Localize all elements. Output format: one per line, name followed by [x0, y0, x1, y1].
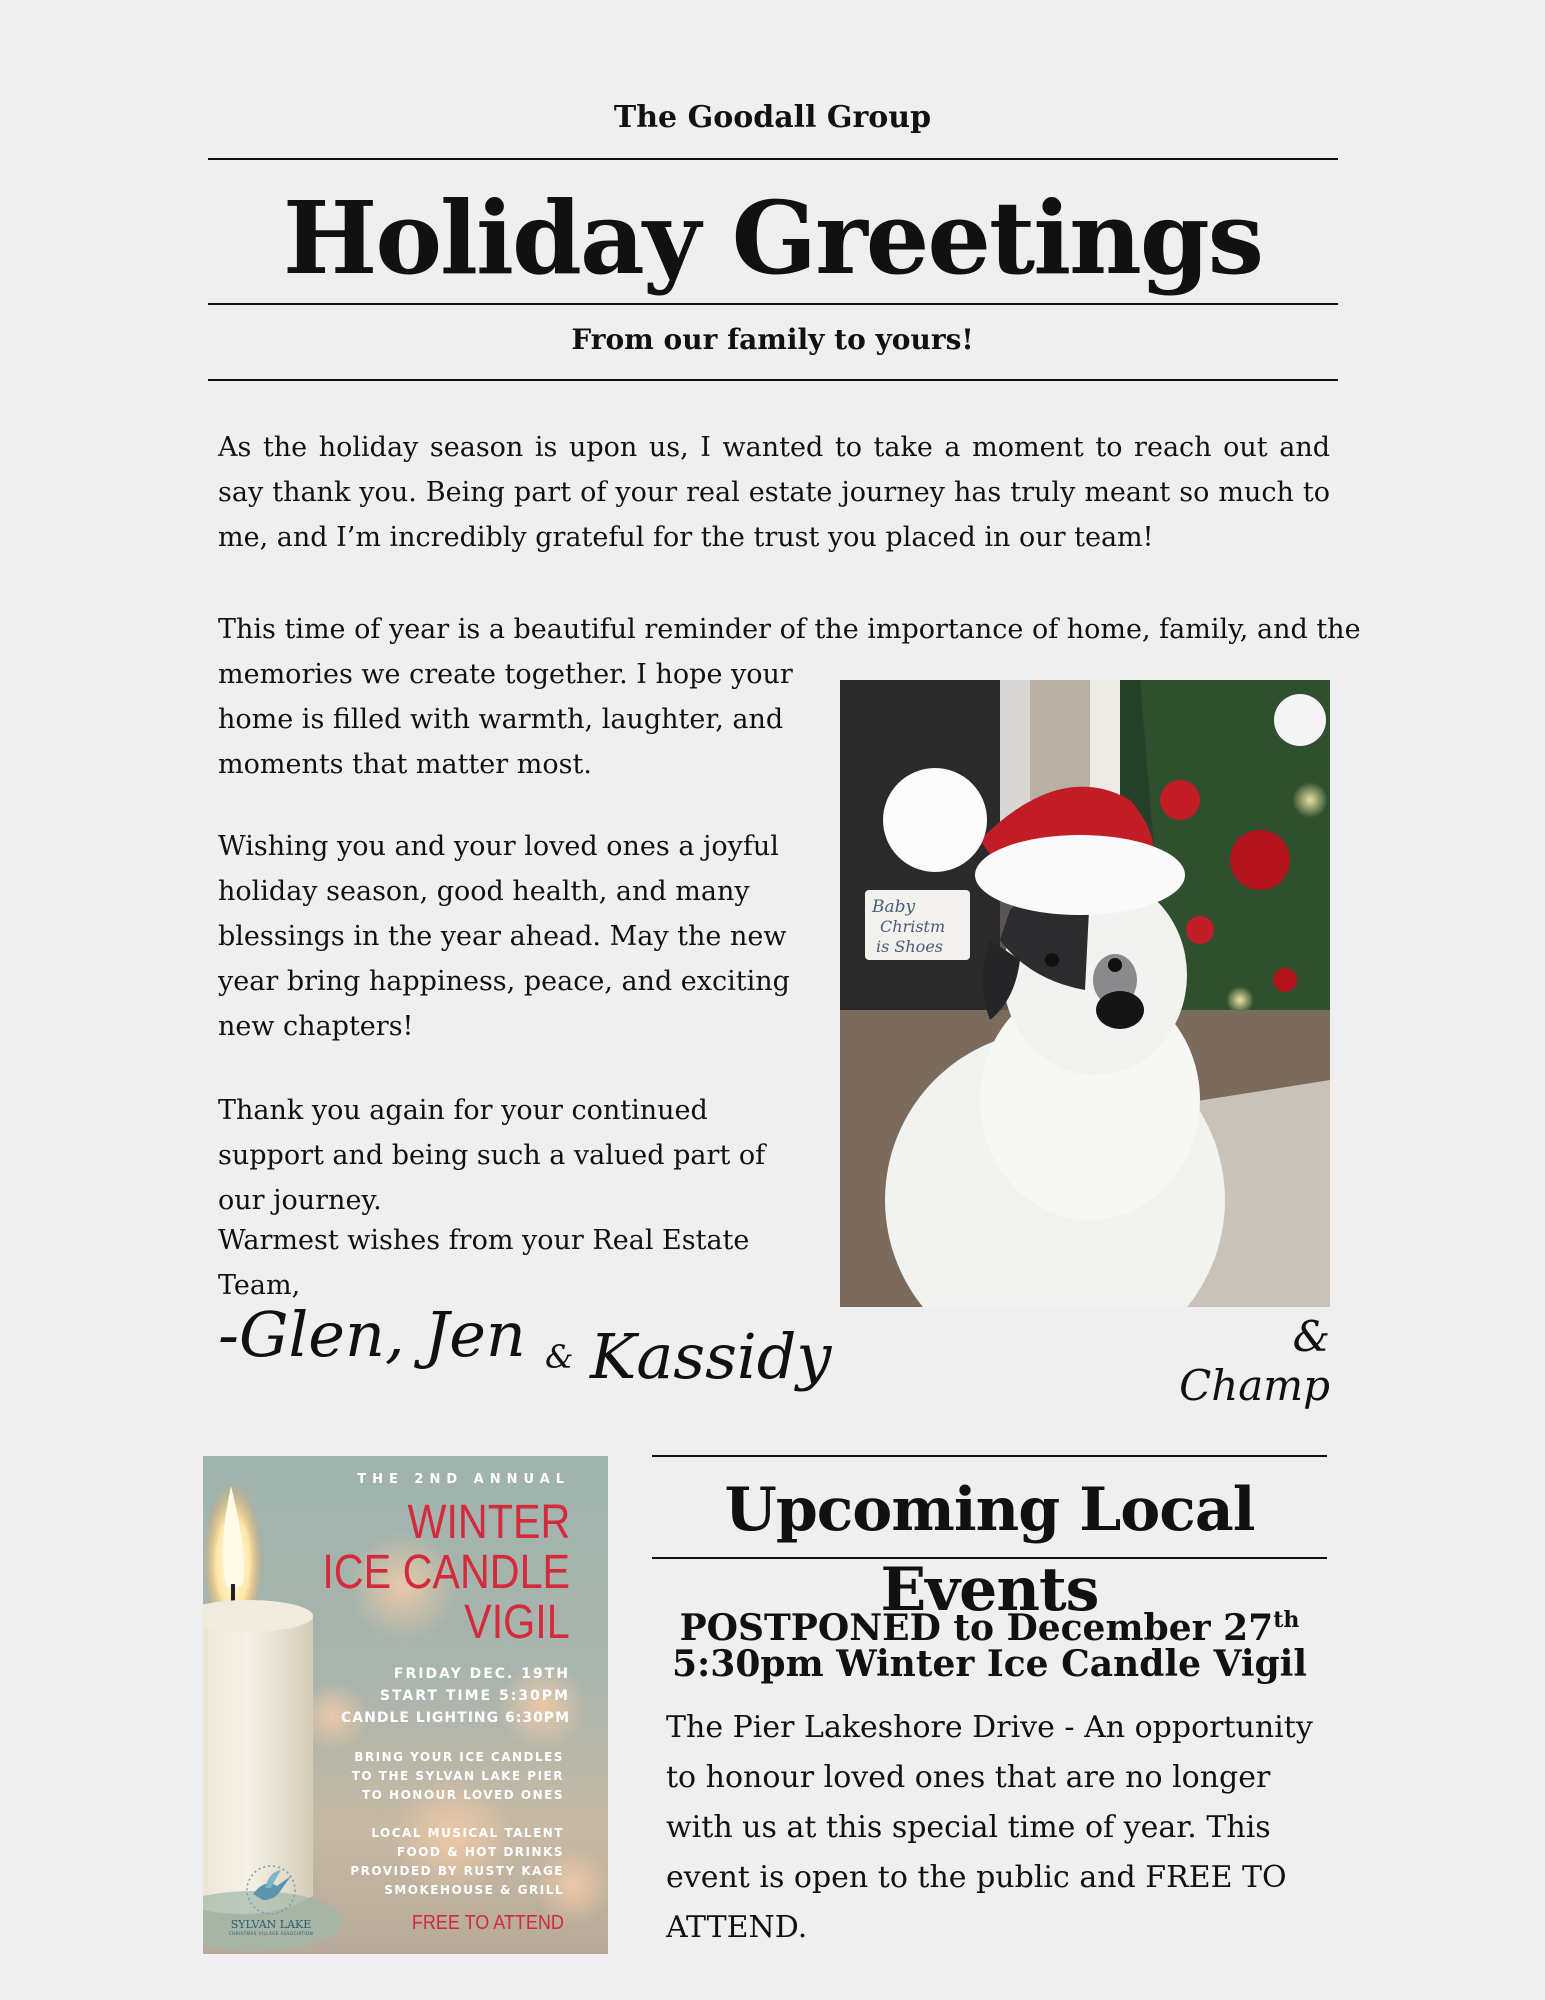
events-bottom-rule — [652, 1557, 1327, 1559]
signature-ampersand: & — [545, 1338, 574, 1376]
poster-local-2: FOOD & HOT DRINKS — [396, 1845, 564, 1859]
signature-champ: & Champ — [1179, 1312, 1330, 1410]
letter-paragraph-1: As the holiday season is upon us, I wanted to take a moment to reach out and say thank you. Being part of your real estate journey has truly meant so much to me, and I’m incredibly grateful for the trust you placed in our team! — [218, 432, 1330, 553]
logo-name: SYLVAN LAKE — [230, 1918, 312, 1931]
sylvan-lake-logo — [221, 1864, 321, 1936]
photo-sign — [865, 890, 970, 960]
poster-free: FREE TO ATTEND — [411, 1912, 564, 1934]
events-top-rule — [652, 1455, 1327, 1457]
photo-sign-line-3: is Shoes — [876, 937, 943, 956]
brand-name: The Goodall Group — [613, 100, 932, 135]
poster-local-1: LOCAL MUSICAL TALENT — [371, 1826, 564, 1840]
winter-candle-vigil-poster — [203, 1456, 608, 1954]
event-description: The Pier Lakeshore Drive - An opportunity to honour loved ones that are no longer with us at this special time of year. This event is open to the public and FREE TO ATTEND. — [666, 1710, 1313, 1945]
subtitle-rule — [208, 379, 1338, 381]
signature-kassidy: Kassidy — [590, 1320, 832, 1393]
poster-title-3: VIGIL — [464, 1596, 570, 1649]
poster-title-1: WINTER — [407, 1496, 570, 1549]
page-title: Holiday Greetings — [282, 179, 1263, 297]
hummingbird-icon — [241, 1864, 301, 1916]
poster-bring-2: TO THE SYLVAN LAKE PIER — [351, 1769, 564, 1783]
title-rule — [208, 303, 1338, 305]
poster-title-2: ICE CANDLE — [322, 1546, 570, 1599]
poster-date: FRIDAY DEC. 19TH — [393, 1666, 570, 1682]
event-time-title: 5:30pm Winter Ice Candle Vigil — [671, 1643, 1308, 1685]
event-date-suffix: th — [1273, 1607, 1300, 1633]
poster-start-time: START TIME 5:30PM — [379, 1688, 570, 1704]
signature-names: -Glen, Jen — [218, 1298, 526, 1371]
poster-lighting-time: CANDLE LIGHTING 6:30PM — [341, 1710, 570, 1726]
poster-kicker: THE 2ND ANNUAL — [357, 1472, 570, 1487]
top-rule — [208, 158, 1338, 160]
photo-sign-line-1: Baby — [872, 897, 916, 917]
page-subtitle: From our family to yours! — [571, 323, 974, 356]
letter-paragraph-3: Wishing you and your loved ones a joyful holiday season, good health, and many blessings in the year ahead. May the new year bring happiness, peace, and exciting new chapters! — [218, 831, 790, 1042]
events-heading: Upcoming Local Events — [724, 1475, 1255, 1625]
letter-paragraph-4: Thank you again for your continued support and being such a valued part of our journey. — [218, 1095, 766, 1216]
letter-paragraph-2-first-line: This time of year is a beautiful reminder of the importance of home, family, and the — [218, 614, 1361, 645]
poster-bring-3: TO HONOUR LOVED ONES — [361, 1788, 564, 1802]
poster-local-4: SMOKEHOUSE & GRILL — [384, 1883, 564, 1897]
logo-subtitle: CHRISTMAS VILLAGE ASSOCIATION — [228, 1931, 314, 1936]
photo-sign-line-2: Christm — [880, 917, 946, 936]
event-postponed-text: POSTPONED to December 27 — [679, 1607, 1274, 1649]
poster-bring-1: BRING YOUR ICE CANDLES — [354, 1750, 564, 1764]
letter-paragraph-2: memories we create together. I hope your home is filled with warmth, laughter, and moments that matter most. — [218, 659, 793, 780]
poster-local-3: PROVIDED BY RUSTY KAGE — [350, 1864, 564, 1878]
letter-closing: Warmest wishes from your Real Estate Team, — [218, 1225, 750, 1301]
dog-santa-hat-photo — [840, 680, 1330, 1307]
